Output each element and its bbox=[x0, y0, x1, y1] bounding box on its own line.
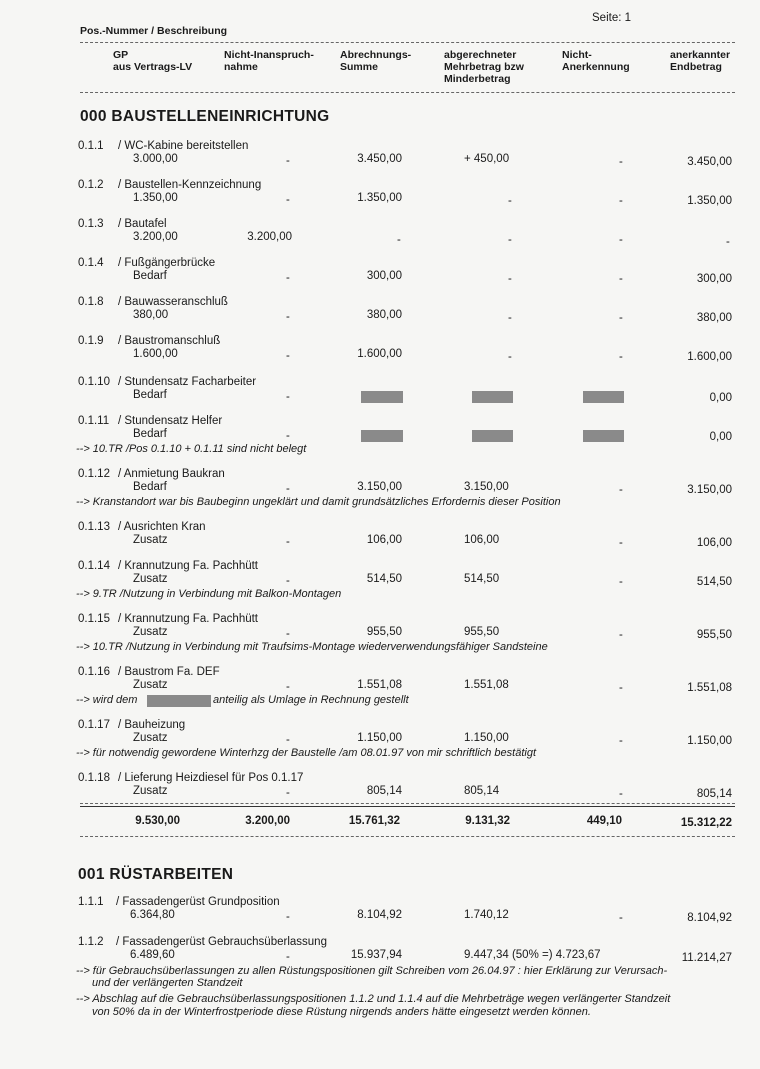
abrechnung-value: 1.150,00 bbox=[357, 732, 402, 744]
gp-value: Zusatz bbox=[133, 626, 168, 638]
nicht-inanspruch-value: - bbox=[286, 734, 290, 746]
nicht-anerkennung-value: - bbox=[619, 195, 623, 207]
position-description: / Bauheizung bbox=[118, 719, 186, 731]
endbetrag-value: 1.150,00 bbox=[687, 735, 732, 747]
endbetrag-value: 8.104,92 bbox=[687, 912, 732, 924]
abrechnung-value: 3.150,00 bbox=[357, 481, 402, 493]
nicht-inanspruch-value: - bbox=[286, 272, 290, 284]
gp-value: 3.200,00 bbox=[133, 231, 178, 243]
position-number: 0.1.16 bbox=[78, 666, 110, 678]
mehrbetrag-value: 106,00 bbox=[464, 534, 500, 546]
nicht-anerkennung-value: - bbox=[619, 576, 623, 588]
redacted-block bbox=[472, 430, 513, 442]
gp-value: 380,00 bbox=[133, 309, 169, 321]
position-description: / Fassadengerüst Grundposition bbox=[116, 896, 280, 908]
position-number: 0.1.1 bbox=[78, 140, 104, 152]
abrechnung-value: 514,50 bbox=[366, 573, 402, 585]
nicht-anerkennung-value: - bbox=[619, 484, 623, 496]
abrechnung-value: - bbox=[397, 234, 401, 246]
total-anerkannt: 15.312,22 bbox=[680, 817, 732, 829]
total-abgerechnet: 9.131,32 bbox=[465, 815, 510, 827]
mehrbetrag-value: - bbox=[508, 234, 512, 246]
abrechnung-value: 1.600,00 bbox=[357, 348, 402, 360]
position-number: 0.1.4 bbox=[78, 257, 104, 269]
nicht-anerkennung-value: - bbox=[619, 351, 623, 363]
position-number: 1.1.1 bbox=[78, 896, 104, 908]
nicht-anerkennung-value: - bbox=[619, 735, 623, 747]
total-nicht-anerkennung: 449,10 bbox=[586, 815, 622, 827]
gp-value: 1.350,00 bbox=[133, 192, 178, 204]
endbetrag-value: - bbox=[726, 236, 730, 248]
position-number: 0.1.18 bbox=[78, 772, 110, 784]
endbetrag-value: 380,00 bbox=[696, 312, 732, 324]
mehrbetrag-value: 9.447,34 (50% =) 4.723,67 bbox=[464, 949, 601, 961]
nicht-inanspruch-value: 3.200,00 bbox=[247, 231, 292, 243]
position-description: / Krannutzung Fa. Pachhütt bbox=[118, 560, 259, 572]
header-divider-bottom bbox=[80, 92, 735, 93]
gp-value: Bedarf bbox=[133, 270, 167, 282]
total-abrechnung: 15.761,32 bbox=[348, 815, 400, 827]
mehrbetrag-value: - bbox=[508, 273, 512, 285]
totals-divider-solid bbox=[80, 806, 735, 807]
endbetrag-value: 1.551,08 bbox=[687, 682, 732, 694]
endbetrag-value: 955,50 bbox=[696, 629, 732, 641]
nicht-inanspruch-value: - bbox=[286, 430, 290, 442]
endbetrag-value: 11.214,27 bbox=[681, 952, 732, 964]
endbetrag-value: 300,00 bbox=[696, 273, 732, 285]
endbetrag-value: 1.600,00 bbox=[687, 351, 732, 363]
mehrbetrag-value: 955,50 bbox=[464, 626, 500, 638]
endbetrag-value: 0,00 bbox=[709, 392, 732, 404]
endbetrag-value: 514,50 bbox=[696, 576, 732, 588]
nicht-inanspruch-value: - bbox=[286, 350, 290, 362]
redacted-block bbox=[361, 430, 403, 442]
position-number: 0.1.2 bbox=[78, 179, 104, 191]
position-description: / Bauwasseranschluß bbox=[118, 296, 228, 308]
row-note: --> wird dem bbox=[76, 694, 138, 706]
nicht-inanspruch-value: - bbox=[286, 681, 290, 693]
nicht-inanspruch-value: - bbox=[286, 787, 290, 799]
gp-value: Zusatz bbox=[133, 785, 168, 797]
position-number: 0.1.10 bbox=[78, 376, 110, 388]
position-number: 1.1.2 bbox=[78, 936, 104, 948]
row-note: anteilig als Umlage in Rechnung gestellt bbox=[213, 694, 409, 706]
redacted-block bbox=[472, 391, 513, 403]
row-note: --> Kranstandort war bis Baubeginn ungeklärt und damit grundsätzliches Erfordernis dieser Position bbox=[76, 496, 561, 508]
mehrbetrag-value: - bbox=[508, 351, 512, 363]
mehrbetrag-value: 805,14 bbox=[464, 785, 500, 797]
endbetrag-value: 1.350,00 bbox=[687, 195, 732, 207]
abrechnung-value: 380,00 bbox=[366, 309, 402, 321]
position-description: / Fassadengerüst Gebrauchsüberlassung bbox=[116, 936, 327, 948]
mehrbetrag-value: - bbox=[508, 195, 512, 207]
nicht-inanspruch-value: - bbox=[286, 575, 290, 587]
nicht-inanspruch-value: - bbox=[286, 483, 290, 495]
mehrbetrag-value: 1.150,00 bbox=[464, 732, 509, 744]
position-number: 0.1.17 bbox=[78, 719, 110, 731]
gp-value: 1.600,00 bbox=[133, 348, 178, 360]
position-description: / Anmietung Baukran bbox=[118, 468, 225, 480]
nicht-anerkennung-value: - bbox=[619, 156, 623, 168]
gp-value: 6.489,60 bbox=[130, 949, 175, 961]
abrechnung-value: 300,00 bbox=[366, 270, 402, 282]
section-title-baustelleneinrichtung: 000 BAUSTELLENEINRICHTUNG bbox=[80, 108, 330, 125]
position-description: / Bautafel bbox=[118, 218, 167, 230]
abrechnung-value: 1.551,08 bbox=[357, 679, 402, 691]
note-line: von 50% da in der Winterfrostperiode diese Rüstung nirgends anders hätte eingesetzt werden können. bbox=[92, 1006, 591, 1018]
mehrbetrag-value: 514,50 bbox=[464, 573, 500, 585]
nicht-inanspruch-value: - bbox=[286, 536, 290, 548]
abrechnung-value: 805,14 bbox=[366, 785, 402, 797]
nicht-inanspruch-value: - bbox=[286, 311, 290, 323]
note-line: --> für Gebrauchsüberlassungen zu allen Rüstungspositionen gilt Schreiben vom 26.04.97 : hier Erklärung zur Verursach- bbox=[76, 965, 668, 977]
endbetrag-value: 0,00 bbox=[709, 431, 732, 443]
row-note: --> für notwendig gewordene Winterhzg der Baustelle /am 08.01.97 von mir schriftlich bestätigt bbox=[76, 747, 536, 759]
row-note: --> 9.TR /Nutzung in Verbindung mit Balkon-Montagen bbox=[76, 588, 342, 600]
position-description: / Baustrom Fa. DEF bbox=[118, 666, 220, 678]
col-nicht-anerkennung-header: Nicht- Anerkennung bbox=[562, 49, 630, 73]
gp-value: Zusatz bbox=[133, 732, 168, 744]
nicht-anerkennung-value: - bbox=[619, 629, 623, 641]
nicht-anerkennung-value: - bbox=[619, 273, 623, 285]
col-abgerechnet-header: abgerechneter Mehrbetrag bzw Minderbetrag bbox=[444, 49, 524, 85]
mehrbetrag-value: + 450,00 bbox=[464, 153, 510, 165]
redacted-block bbox=[583, 391, 624, 403]
position-number: 0.1.11 bbox=[78, 415, 110, 427]
col-anerkannt-header: anerkannter Endbetrag bbox=[670, 49, 731, 73]
nicht-inanspruch-value: - bbox=[286, 951, 290, 963]
gp-value: 3.000,00 bbox=[133, 153, 178, 165]
page-number: Seite: 1 bbox=[592, 12, 631, 24]
note-line: und der verlängerten Standzeit bbox=[92, 977, 243, 989]
col-nicht-inanspruch-header: Nicht-Inanspruch- nahme bbox=[224, 49, 314, 73]
position-number: 0.1.13 bbox=[78, 521, 110, 533]
total-gp: 9.530,00 bbox=[135, 815, 180, 827]
header-divider-top bbox=[80, 42, 735, 43]
nicht-inanspruch-value: - bbox=[286, 911, 290, 923]
position-description: / Baustellen-Kennzeichnung bbox=[118, 179, 262, 191]
section-title-ruestarbeiten: 001 RÜSTARBEITEN bbox=[78, 866, 234, 883]
gp-value: Zusatz bbox=[133, 679, 168, 691]
mehrbetrag-value: 1.740,12 bbox=[464, 909, 509, 921]
pos-header: Pos.-Nummer / Beschreibung bbox=[80, 25, 228, 37]
row-note: --> 10.TR /Pos 0.1.10 + 0.1.11 sind nicht belegt bbox=[76, 443, 307, 455]
position-description: / Ausrichten Kran bbox=[118, 521, 206, 533]
redacted-block bbox=[361, 391, 403, 403]
abrechnung-value: 106,00 bbox=[366, 534, 402, 546]
position-description: / Fußgängerbrücke bbox=[118, 257, 216, 269]
position-number: 0.1.15 bbox=[78, 613, 110, 625]
abrechnung-value: 3.450,00 bbox=[357, 153, 402, 165]
col-abrechnung-header: Abrechnungs- Summe bbox=[340, 49, 412, 73]
position-description: / Krannutzung Fa. Pachhütt bbox=[118, 613, 259, 625]
abrechnung-value: 955,50 bbox=[366, 626, 402, 638]
row-note: --> 10.TR /Nutzung in Verbindung mit Traufsims-Montage wiederverwendungsfähiger Sandsteine bbox=[76, 641, 548, 653]
position-description: / Stundensatz Helfer bbox=[118, 415, 223, 427]
nicht-anerkennung-value: - bbox=[619, 788, 623, 800]
endbetrag-value: 805,14 bbox=[696, 788, 732, 800]
mehrbetrag-value: 1.551,08 bbox=[464, 679, 509, 691]
position-description: / Lieferung Heizdiesel für Pos 0.1.17 bbox=[118, 772, 304, 784]
position-number: 0.1.12 bbox=[78, 468, 110, 480]
nicht-inanspruch-value: - bbox=[286, 155, 290, 167]
redacted-block bbox=[583, 430, 624, 442]
mehrbetrag-value: 3.150,00 bbox=[464, 481, 509, 493]
abrechnung-value: 15.937,94 bbox=[350, 949, 402, 961]
position-number: 0.1.14 bbox=[78, 560, 110, 572]
nicht-inanspruch-value: - bbox=[286, 391, 290, 403]
position-number: 0.1.3 bbox=[78, 218, 104, 230]
position-number: 0.1.8 bbox=[78, 296, 104, 308]
totals-divider-top bbox=[80, 803, 735, 804]
gp-value: Bedarf bbox=[133, 428, 167, 440]
position-description: / Stundensatz Facharbeiter bbox=[118, 376, 257, 388]
gp-value: Zusatz bbox=[133, 573, 168, 585]
nicht-anerkennung-value: - bbox=[619, 912, 623, 924]
mehrbetrag-value: - bbox=[508, 312, 512, 324]
nicht-inanspruch-value: - bbox=[286, 194, 290, 206]
abrechnung-value: 1.350,00 bbox=[357, 192, 402, 204]
nicht-anerkennung-value: - bbox=[619, 537, 623, 549]
total-nicht-inanspruch: 3.200,00 bbox=[245, 815, 290, 827]
gp-value: Bedarf bbox=[133, 481, 167, 493]
gp-value: 6.364,80 bbox=[130, 909, 175, 921]
nicht-anerkennung-value: - bbox=[619, 312, 623, 324]
endbetrag-value: 3.450,00 bbox=[687, 156, 732, 168]
abrechnung-value: 8.104,92 bbox=[357, 909, 402, 921]
position-description: / Baustromanschluß bbox=[118, 335, 221, 347]
nicht-inanspruch-value: - bbox=[286, 628, 290, 640]
position-number: 0.1.9 bbox=[78, 335, 104, 347]
endbetrag-value: 3.150,00 bbox=[687, 484, 732, 496]
note-line: --> Abschlag auf die Gebrauchsüberlassungspositionen 1.1.2 und 1.1.4 auf die Mehrbeträge wegen verlängerter Standzeit bbox=[76, 993, 671, 1005]
nicht-anerkennung-value: - bbox=[619, 682, 623, 694]
col-gp-header: GP aus Vertrags-LV bbox=[113, 49, 193, 73]
position-description: / WC-Kabine bereitstellen bbox=[118, 140, 249, 152]
nicht-anerkennung-value: - bbox=[619, 234, 623, 246]
redacted-block bbox=[147, 695, 211, 707]
endbetrag-value: 106,00 bbox=[696, 537, 732, 549]
totals-divider-bottom bbox=[80, 836, 735, 837]
gp-value: Bedarf bbox=[133, 389, 167, 401]
gp-value: Zusatz bbox=[133, 534, 168, 546]
